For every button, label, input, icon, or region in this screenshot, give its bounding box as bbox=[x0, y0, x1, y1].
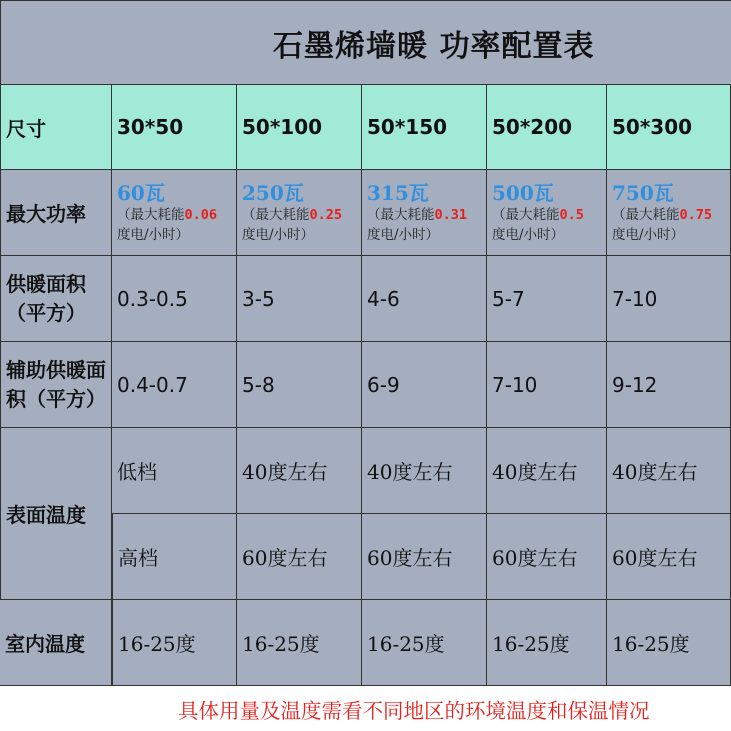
energy-note: （最大耗能0.31 bbox=[367, 206, 468, 223]
aux-area-cell: 5-8 bbox=[237, 342, 362, 428]
room-temp-cell: 16-25度 bbox=[112, 600, 237, 686]
kwh-value: 0.06 bbox=[184, 206, 218, 223]
footer-note: 具体用量及温度需看不同地区的环境温度和保温情况 bbox=[0, 686, 731, 731]
aux-area-cell: 7-10 bbox=[487, 342, 607, 428]
watt-value: 315瓦 bbox=[367, 180, 429, 205]
aux-area-cell: 9-12 bbox=[607, 342, 731, 428]
row-label-power: 最大功率 bbox=[0, 170, 112, 256]
heating-area-cell: 3-5 bbox=[237, 256, 362, 342]
watt-value: 60瓦 bbox=[117, 180, 165, 205]
energy-note: （最大耗能0.5 bbox=[492, 206, 584, 223]
size-cell: 50*150 bbox=[362, 84, 487, 170]
power-cell bbox=[237, 170, 362, 256]
row-label-heating-area: 供暖面积（平方） bbox=[0, 256, 112, 342]
heating-area-cell: 0.3-0.5 bbox=[112, 256, 237, 342]
energy-note: （最大耗能0.25 bbox=[242, 206, 343, 223]
size-cell: 50*200 bbox=[487, 84, 607, 170]
row-label-room-temp: 室内温度 bbox=[0, 600, 112, 686]
gear-high-label: 高档 bbox=[112, 514, 237, 600]
power-cell bbox=[362, 170, 487, 256]
watt-value: 250瓦 bbox=[242, 180, 304, 205]
energy-note: （最大耗能0.06 bbox=[117, 206, 218, 223]
room-temp-cell: 16-25度 bbox=[487, 600, 607, 686]
aux-area-cell: 6-9 bbox=[362, 342, 487, 428]
kwh-value: 0.75 bbox=[679, 206, 713, 223]
energy-unit: 度电/小时） bbox=[612, 226, 685, 243]
surface-temp-low-cell: 40度左右 bbox=[237, 428, 362, 514]
heating-area-cell: 4-6 bbox=[362, 256, 487, 342]
energy-note: （最大耗能0.75 bbox=[612, 206, 713, 223]
config-table bbox=[0, 84, 731, 686]
heating-area-cell: 7-10 bbox=[607, 256, 731, 342]
power-cell bbox=[487, 170, 607, 256]
aux-area-cell: 0.4-0.7 bbox=[112, 342, 237, 428]
row-label-surface-temp: 表面温度 bbox=[0, 428, 112, 600]
watt-value: 500瓦 bbox=[492, 180, 554, 205]
kwh-value: 0.25 bbox=[309, 206, 343, 223]
page-title: 石墨烯墙暖 功率配置表 bbox=[0, 0, 731, 84]
watt-value: 750瓦 bbox=[612, 180, 674, 205]
surface-temp-low-cell: 40度左右 bbox=[607, 428, 731, 514]
room-temp-cell: 16-25度 bbox=[237, 600, 362, 686]
energy-unit: 度电/小时） bbox=[367, 226, 440, 243]
energy-unit: 度电/小时） bbox=[117, 226, 190, 243]
room-temp-cell: 16-25度 bbox=[607, 600, 731, 686]
row-label-aux-area: 辅助供暖面积（平方） bbox=[0, 342, 112, 428]
size-cell: 50*300 bbox=[607, 84, 731, 170]
gear-low-label: 低档 bbox=[112, 428, 237, 514]
surface-temp-high-cell: 60度左右 bbox=[607, 514, 731, 600]
kwh-value: 0.5 bbox=[559, 206, 584, 223]
size-cell: 50*100 bbox=[237, 84, 362, 170]
heating-area-cell: 5-7 bbox=[487, 256, 607, 342]
energy-unit: 度电/小时） bbox=[492, 226, 565, 243]
surface-temp-high-cell: 60度左右 bbox=[237, 514, 362, 600]
surface-temp-low-cell: 40度左右 bbox=[487, 428, 607, 514]
power-cell bbox=[607, 170, 731, 256]
row-label-size: 尺寸 bbox=[0, 84, 112, 170]
size-cell: 30*50 bbox=[112, 84, 237, 170]
power-cell bbox=[112, 170, 237, 256]
kwh-value: 0.31 bbox=[434, 206, 468, 223]
energy-unit: 度电/小时） bbox=[242, 226, 315, 243]
surface-temp-high-cell: 60度左右 bbox=[362, 514, 487, 600]
room-temp-cell: 16-25度 bbox=[362, 600, 487, 686]
surface-temp-high-cell: 60度左右 bbox=[487, 514, 607, 600]
surface-temp-low-cell: 40度左右 bbox=[362, 428, 487, 514]
